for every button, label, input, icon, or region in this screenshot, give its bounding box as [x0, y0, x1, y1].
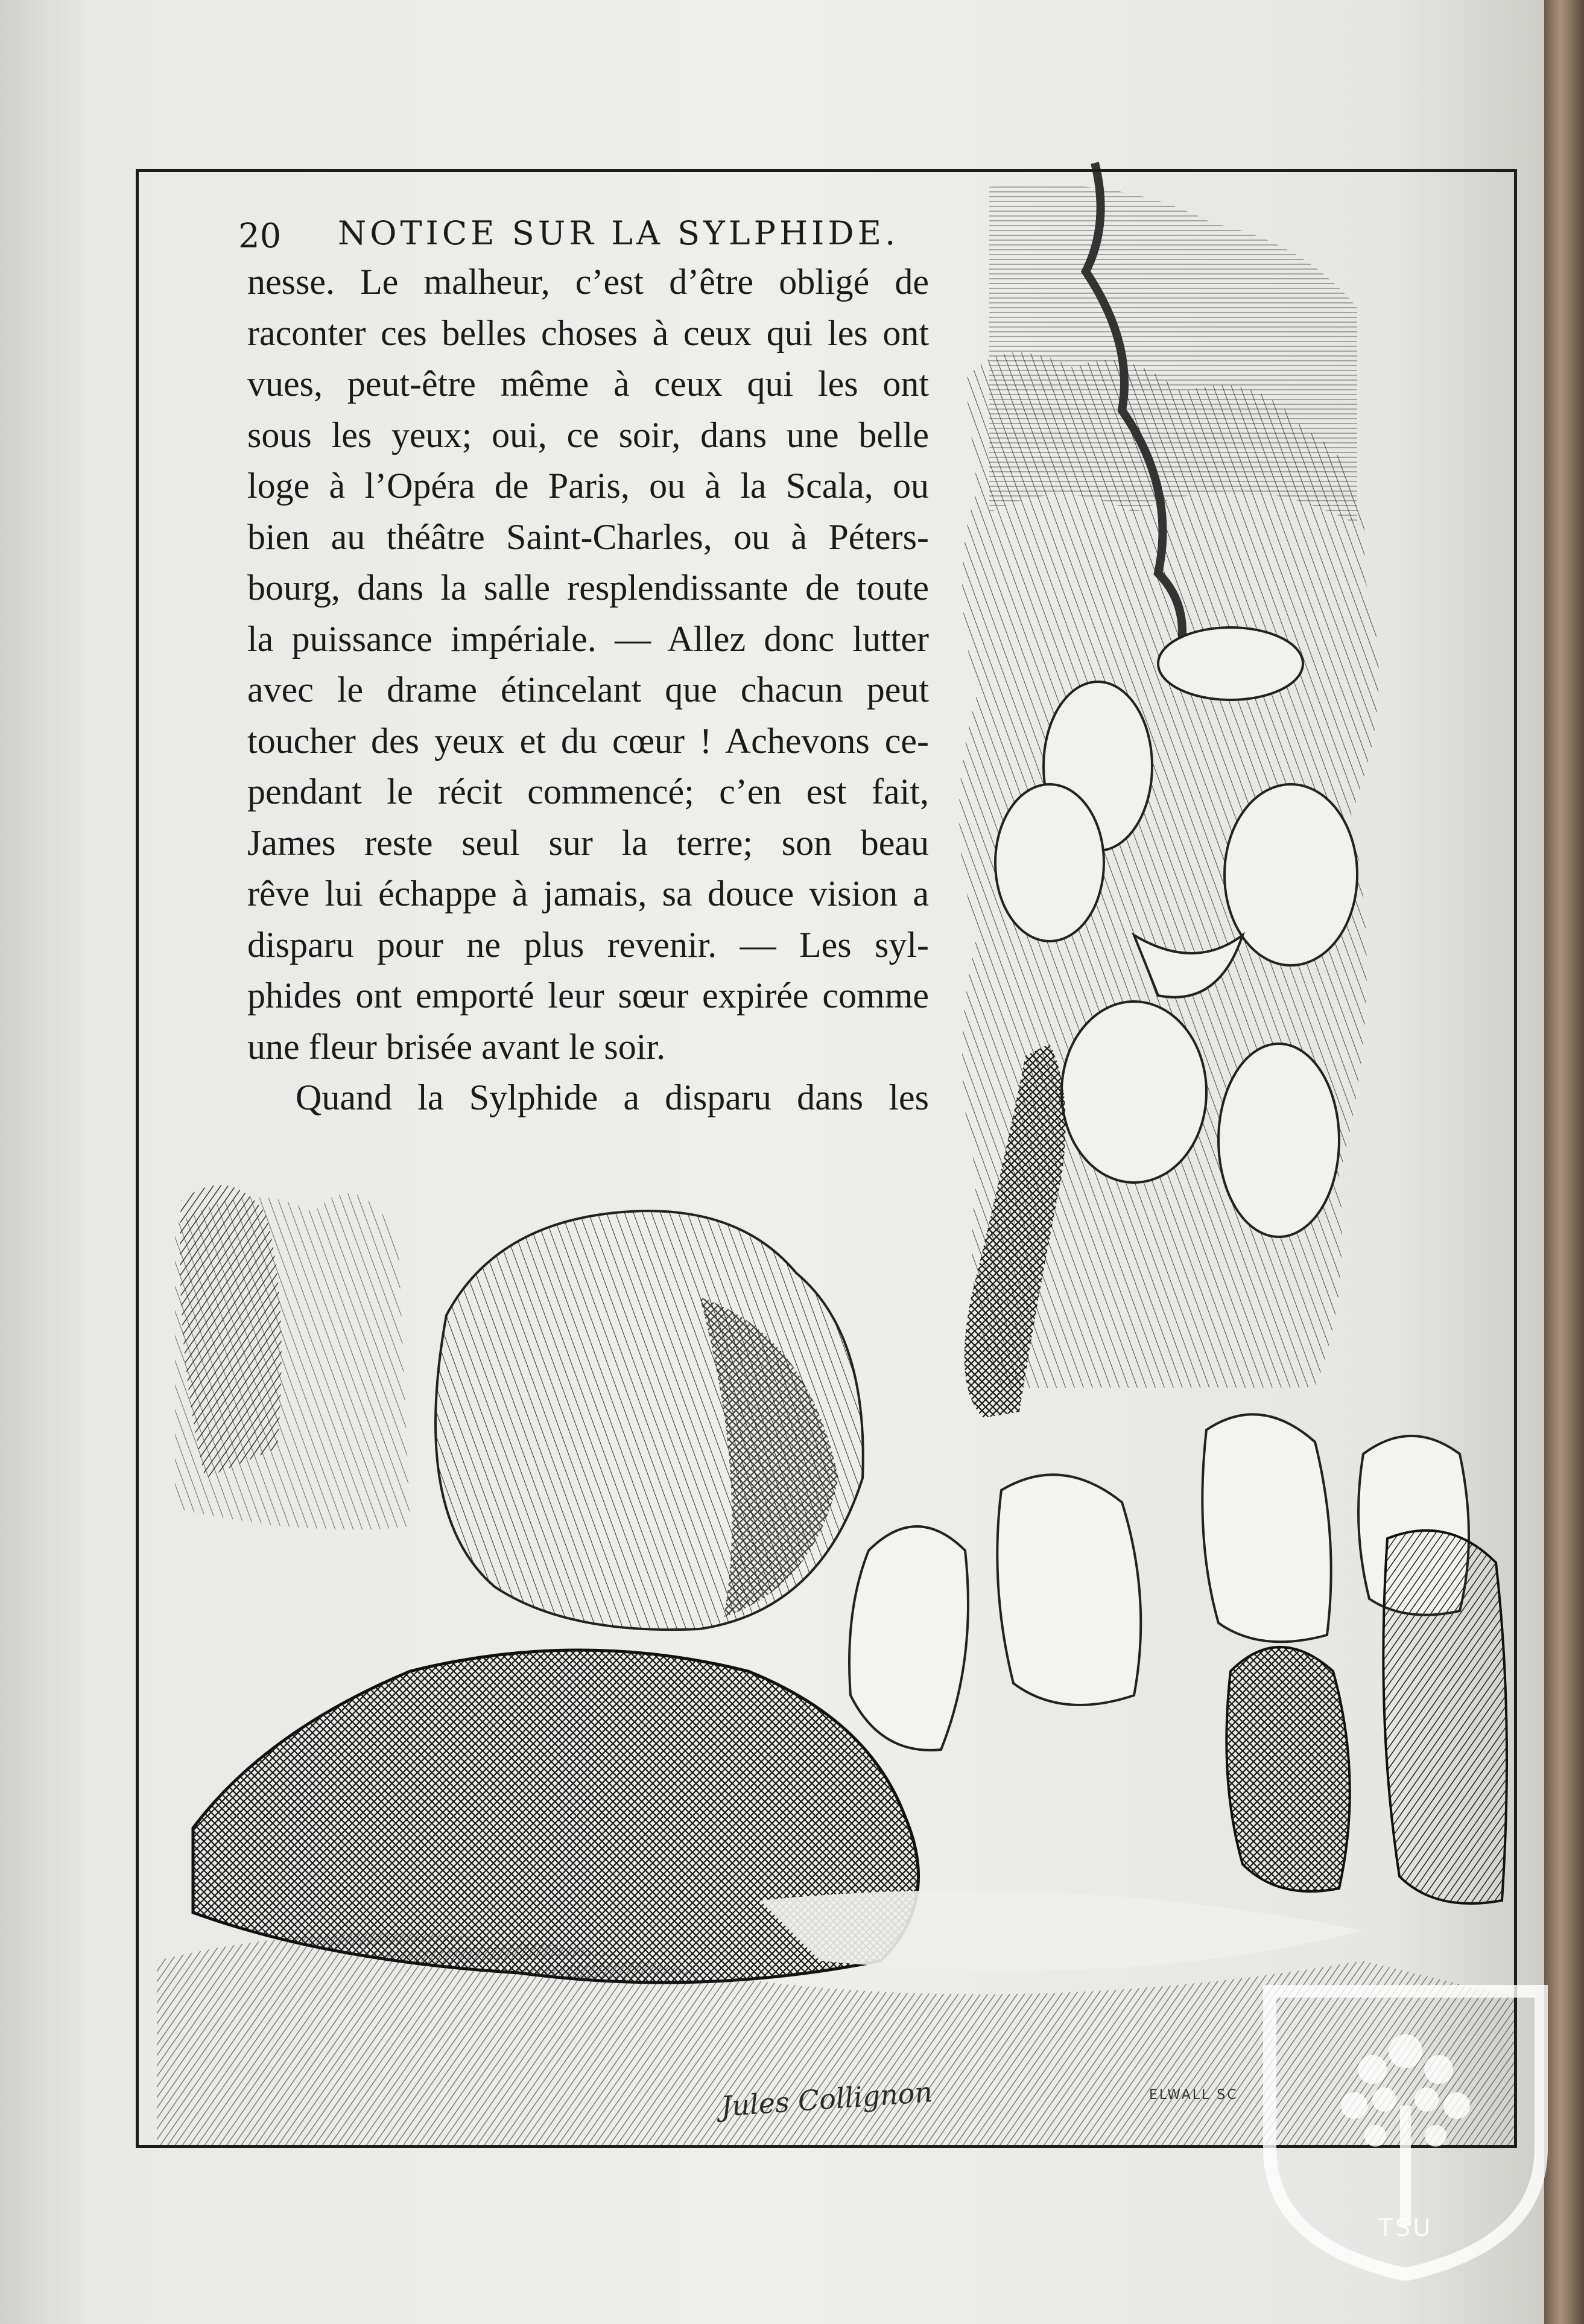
text-line: la puissance impériale. — Allez donc lutter	[247, 618, 929, 659]
text-line: avec le drame étincelant que chacun peut	[247, 670, 929, 710]
body-text	[247, 256, 929, 1117]
text-line: sous les yeux; oui, ce soir, dans une belle	[247, 414, 929, 455]
text-line: rêve lui échappe à jamais, sa douce vision a	[247, 874, 929, 913]
text-line: bourg, dans la salle resplendissante de toute	[247, 568, 929, 608]
artist-signature: Jules Collignon	[720, 2075, 934, 2123]
tree-icon	[1341, 2034, 1470, 2226]
text-line: James reste seul sur la terre; son beau	[247, 822, 929, 863]
text-line: nesse. Le malheur, c’est d’être obligé de	[247, 262, 929, 302]
text-line: une fleur brisée avant le soir.	[247, 1026, 666, 1067]
text-line: raconter ces belles choses à ceux qui les ont	[247, 313, 929, 353]
text-line: disparu pour ne plus revenir. — Les syl-	[247, 924, 929, 965]
text-line: bien au théâtre Saint-Charles, ou à Péters-	[247, 516, 929, 557]
running-head	[238, 208, 932, 256]
text-line: loge à l’Opéra de Paris, ou à la Scala, ou	[247, 466, 929, 506]
text-line: vues, peut-être même à ceux qui les ont	[247, 364, 929, 404]
watermark-label: TSU	[1378, 2214, 1433, 2242]
page-number: 20	[238, 217, 282, 256]
text-line: Quand la Sylphide a disparu dans les	[296, 1078, 929, 1117]
text-line: toucher des yeux et du cœur ! Achevons ce-	[247, 720, 929, 761]
text-line: phides ont emporté leur sœur expirée comme	[247, 976, 929, 1015]
header-title: NOTICE SUR LA SYLPHIDE.	[338, 214, 899, 252]
engraver-signature: ELWALL SC	[1149, 2087, 1238, 2103]
text-line: pendant le récit commencé; c’en est fait,	[247, 772, 929, 811]
book-spine-edge	[1544, 0, 1584, 2324]
